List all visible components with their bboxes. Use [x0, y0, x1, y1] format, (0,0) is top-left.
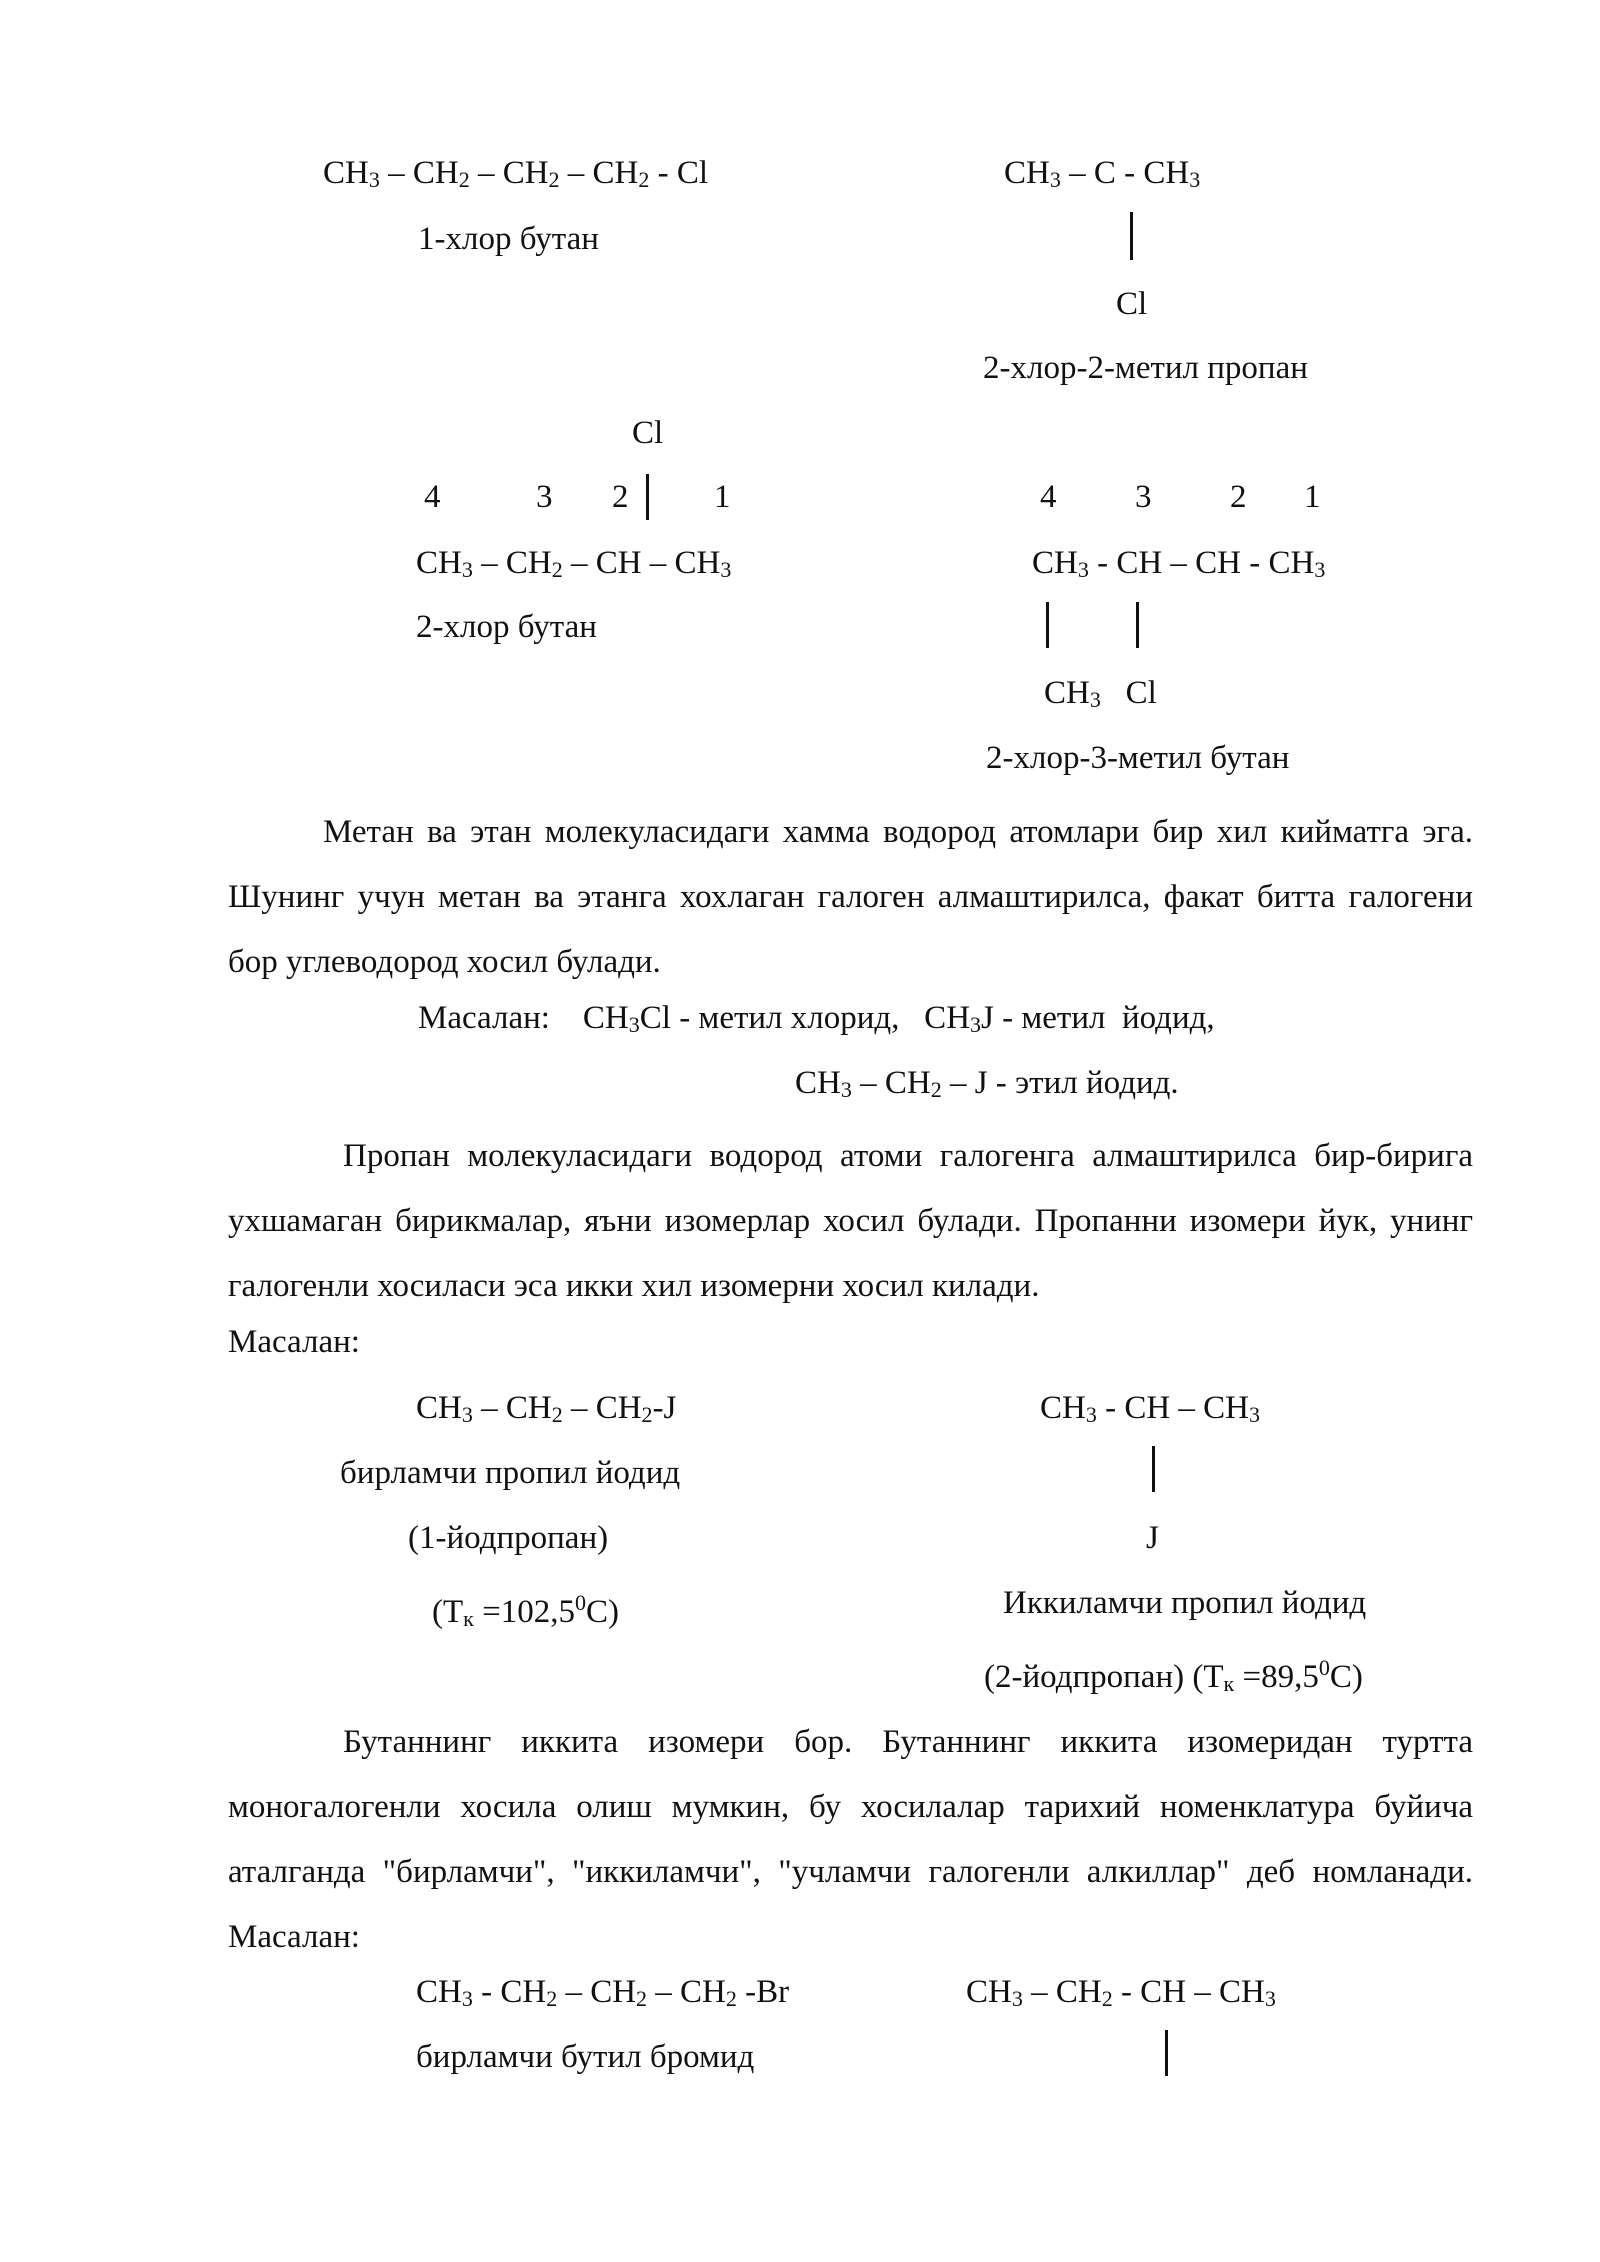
formula-1-chlorobutane: $CH_3 - CH_2 - CH_2 - CH_2$ - Cl — [323, 155, 709, 192]
formula-2-chlorobutane: $CH_3 - CH_2$ – CH – $CH_3$ — [416, 545, 732, 582]
bond-line — [1152, 1446, 1155, 1492]
name-2-chlorobutane: 2-хлор бутан — [416, 609, 597, 645]
bond-line — [1165, 2030, 1168, 2076]
bond-line — [1130, 212, 1133, 260]
substituent-cl-top: Cl — [632, 415, 664, 451]
alt-name-1-iodopropane: (1-йодпропан) — [408, 1520, 609, 1556]
name-primary-butyl-bromide: бирламчи бутил бромид — [416, 2039, 755, 2075]
boiling-point-1-iodopropane: $(T_к =102,5^0C)$ — [432, 1590, 619, 1631]
formula-2-chloro-2-methylpropane: $CH_3$ – C - $CH_3$ — [1004, 155, 1201, 192]
name-1-chlorobutane: 1-хлор бутан — [418, 221, 599, 257]
formula-2-iodopropane: $CH_3$ - CH – $CH_3$ — [1040, 1390, 1261, 1427]
carbon-number: 4 — [424, 479, 441, 515]
name-primary-propyl-iodide: бирламчи пропил йодид — [340, 1455, 681, 1491]
paragraph-butane-isomers: Бутаннинг иккита изомери бор. Бутаннинг иккита изомеридан туртта моногалогенли хосила олиш мумкин, бу хосилалар тарихий номенклатура буйича аталганда "бирламчи", "иккиламчи", "учламчи галогенли алкиллар" деб номланади. Масалан: — [228, 1724, 1473, 1955]
example-label: Масалан: — [228, 1324, 360, 1360]
name-2-chloro-2-methylpropane: 2-хлор-2-метил пропан — [983, 350, 1308, 386]
carbon-number: 2 — [612, 479, 629, 515]
name-2-chloro-3-methylbutane: 2-хлор-3-метил бутан — [986, 740, 1290, 776]
carbon-number: 1 — [714, 479, 731, 515]
formula-primary-butyl-bromide: $CH_3 - CH_2 - CH_2 - CH_2$ -Br — [416, 1974, 790, 2011]
example-ethyl-iodide: $CH_3 - CH_2$ – J - этил йодид. — [795, 1065, 1179, 1102]
name-secondary-propyl-iodide: Иккиламчи пропил йодид — [1003, 1585, 1367, 1621]
formula-2-chloro-3-methylbutane: $CH_3$ - CH – CH - $CH_3$ — [1032, 545, 1326, 582]
bond-line — [1046, 602, 1049, 648]
substituent-cl: Cl — [1116, 286, 1148, 322]
example-methyl-halides: Масалан: $CH_3Cl$ - метил хлорид, $CH_3J$ - метил йодид, — [418, 1000, 1215, 1037]
formula-1-iodopropane: $CH_3 - CH_2 - CH_2-J$ — [416, 1390, 677, 1427]
substituents-ch3-cl: $CH_3$ Cl — [1044, 675, 1157, 712]
bond-line — [646, 474, 649, 520]
substituent-j: J — [1146, 1520, 1159, 1556]
formula-secondary-butyl: $CH_3 - CH_2$ - CH – $CH_3$ — [966, 1974, 1276, 2011]
alt-name-2-iodopropane: (2-йодпропан) $(T_к =89,5^0C)$ — [984, 1655, 1363, 1696]
bond-line — [1136, 602, 1139, 648]
paragraph-methane-ethane: Метан ва этан молекуласидаги хамма водород атомлари бир хил кийматга эга. Шунинг учун метан ва этанга хохлаган галоген алмаштирилса, факат битта галогени бор углеводород хосил булади. — [228, 814, 1473, 980]
paragraph-propane-isomers: Пропан молекуласидаги водород атоми галогенга алмаштирилса бир-бирига ухшамаган бирикмалар, яъни изомерлар хосил булади. Пропанни изомери йук, унинг галогенли хосиласи эса икки хил изомерни хосил килади. — [228, 1138, 1473, 1304]
carbon-number: 1 — [1304, 479, 1321, 515]
carbon-number: 2 — [1230, 479, 1247, 515]
carbon-number: 3 — [1135, 479, 1152, 515]
carbon-number: 4 — [1040, 479, 1057, 515]
carbon-number: 3 — [536, 479, 553, 515]
